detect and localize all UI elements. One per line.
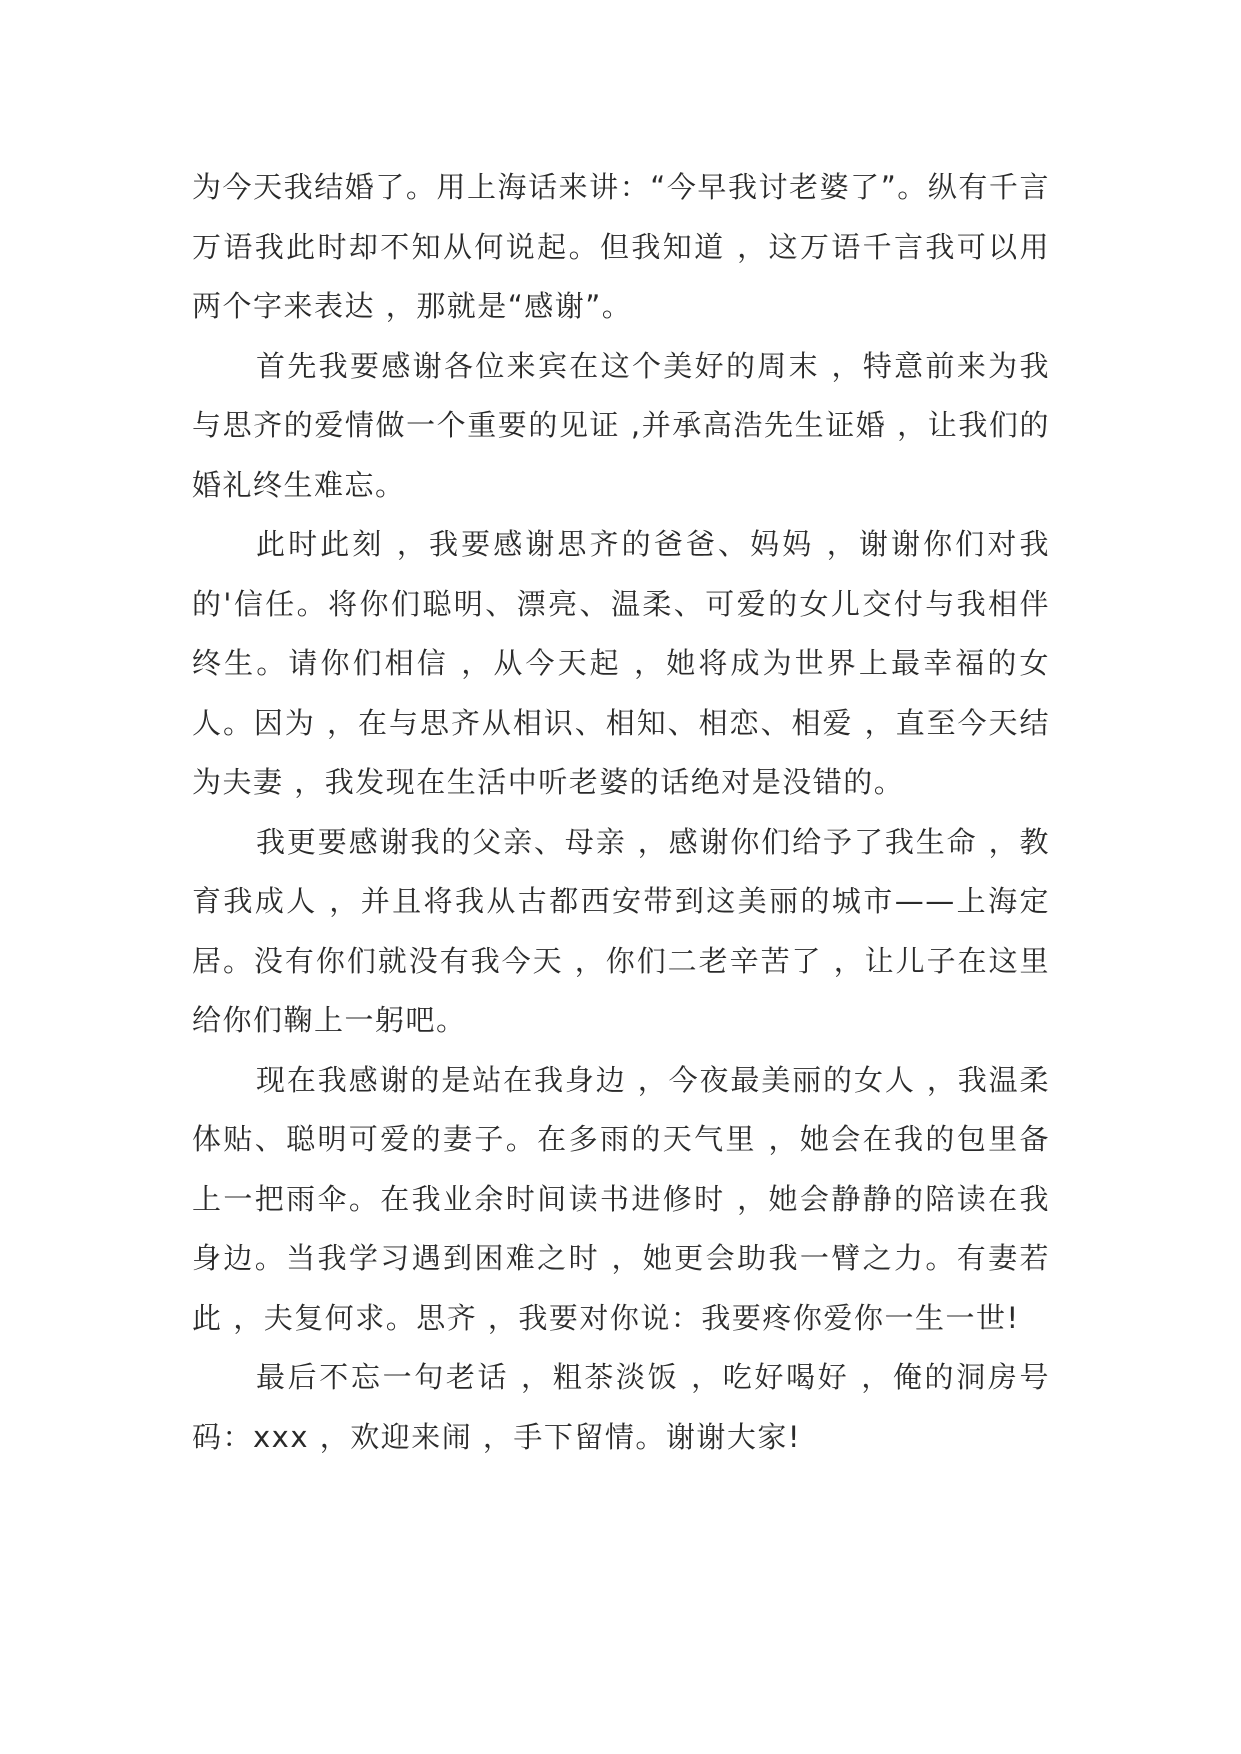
- paragraph-closing: 最后不忘一句老话 ，粗茶淡饭 ，吃好喝好 ，俺的洞房号码：xxx ，欢迎来闹 ，手下留情。谢谢大家!: [192, 1360, 1050, 1454]
- paragraph-thanks-guests: 首先我要感谢各位来宾在这个美好的周末 ，特意前来为我与思齐的爱情做一个重要的见证 ,并承高浩先生证婚 ，让我们的婚礼终生难忘。: [192, 348, 1050, 502]
- document-body: [192, 158, 1050, 1467]
- paragraph-thanks-in-laws: 此时此刻 ，我要感谢思齐的爸爸、妈妈 ，谢谢你们对我的'信任。将你们聪明、漂亮、温柔、可爱的女儿交付与我相伴终生。请你们相信 ，从今天起 ，她将成为世界上最幸福的女人。因为 ，在与思齐从相识、相知、相恋、相爱 ，直至今天结为夫妻 ，我发现在生活中听老婆的话绝对是没错的。: [192, 527, 1050, 799]
- paragraph-thanks-parents: 我更要感谢我的父亲、母亲 ，感谢你们给予了我生命 ，教育我成人 ，并且将我从古都西安带到这美丽的城市——上海定居。没有你们就没有我今天 ，你们二老辛苦了 ，让儿子在这里给你们鞠上一躬吧。: [192, 824, 1050, 1037]
- paragraph-thanks-wife: 现在我感谢的是站在我身边 ，今夜最美丽的女人 ，我温柔体贴、聪明可爱的妻子。在多雨的天气里 ，她会在我的包里备上一把雨伞。在我业余时间读书进修时 ，她会静静的陪读在我身边。当我学习遇到困难之时 ，她更会助我一臂之力。有妻若此 ，夫复何求。思齐 ，我要对你说：我要疼你爱你一生一世!: [192, 1062, 1050, 1335]
- paragraph-continued: 为今天我结婚了。用上海话来讲：“今早我讨老婆了”。纵有千言万语我此时却不知从何说起。但我知道 ，这万语千言我可以用两个字来表达 ，那就是“感谢”。: [192, 170, 1050, 323]
